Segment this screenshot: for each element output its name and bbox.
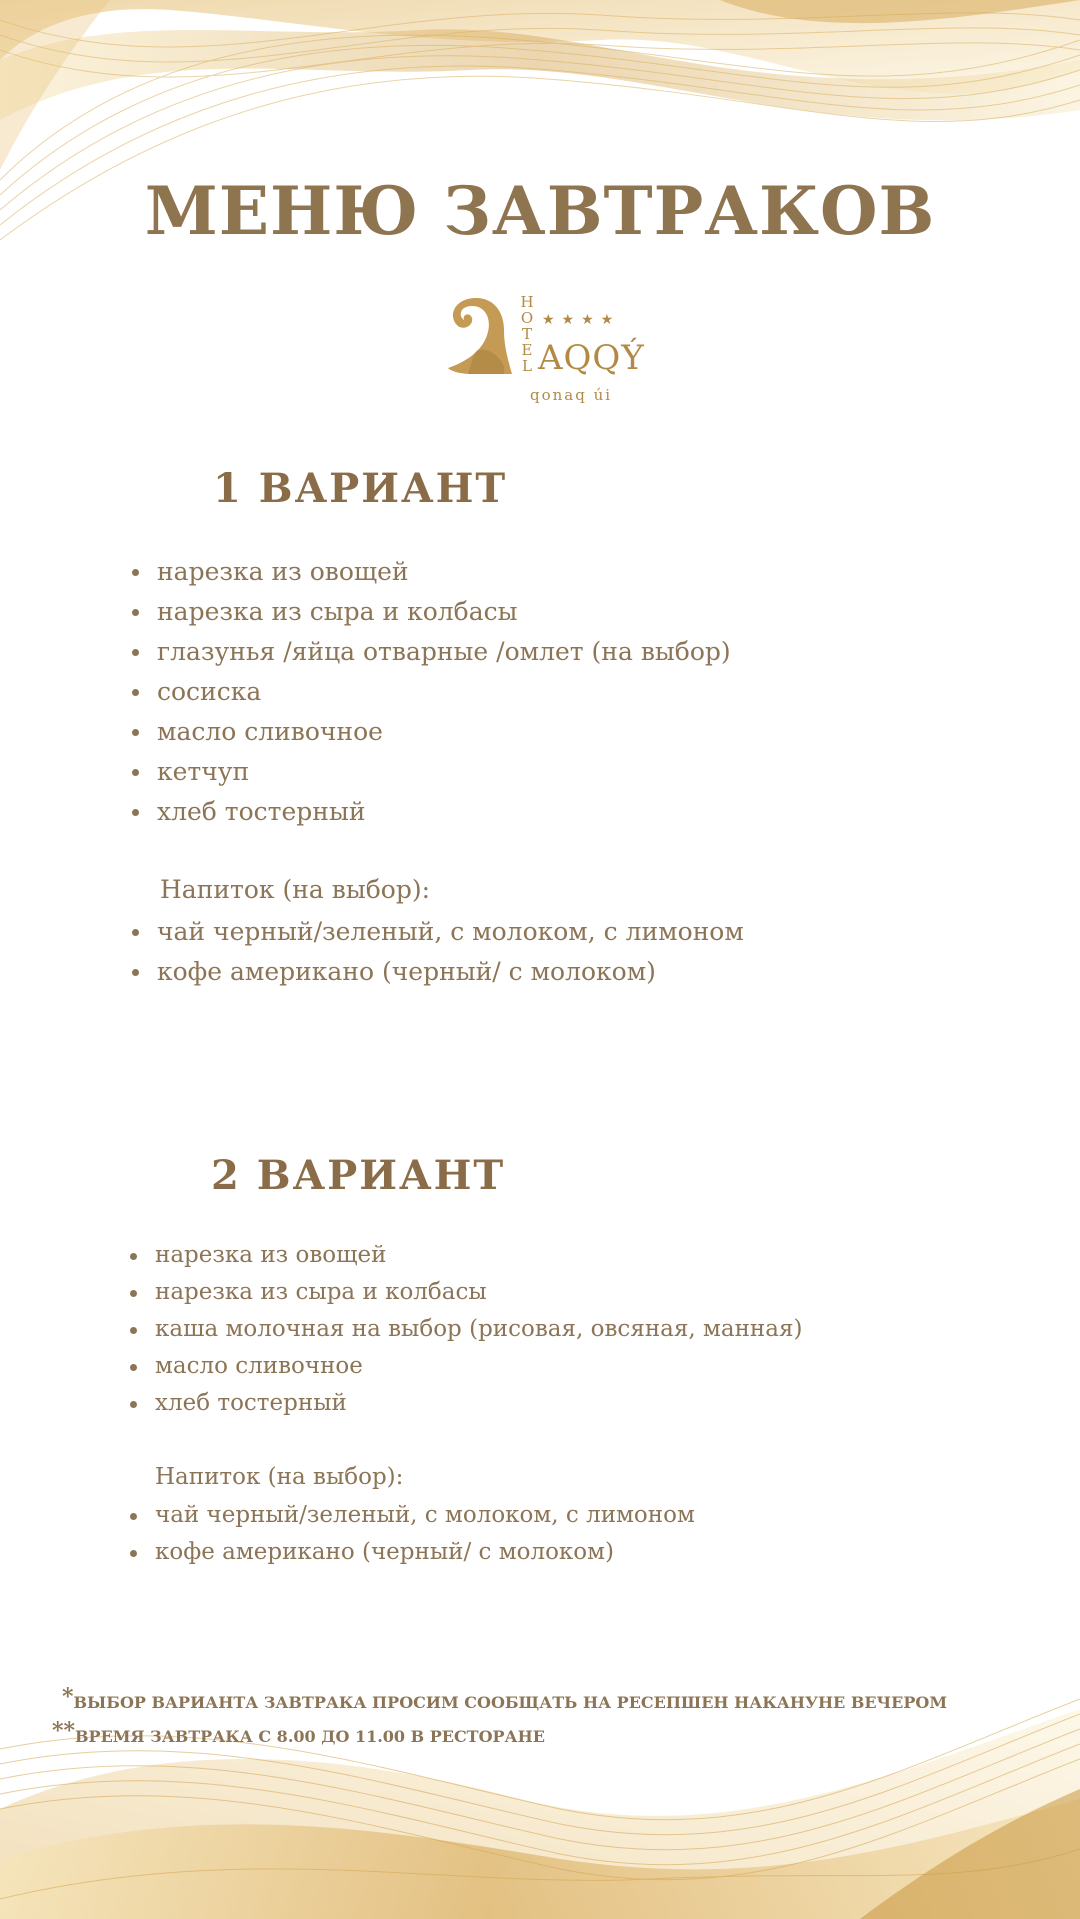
logo-hotel-text: H O T E L [520, 293, 534, 375]
list-item: нарезка из сыра и колбасы [130, 1274, 802, 1311]
list-item: каша молочная на выбор (рисовая, овсяная, манная) [130, 1311, 802, 1348]
variant-1-heading: 1 ВАРИАНТ [213, 465, 508, 512]
list-item: нарезка из сыра и колбасы [132, 592, 731, 632]
page-title: МЕНЮ ЗАВТРАКОВ [144, 172, 936, 250]
list-item: кофе американо (черный/ с молоком) [132, 952, 744, 992]
footnote-text: ВЫБОР ВАРИАНТА ЗАВТРАКА ПРОСИМ СООБЩАТЬ НА РЕСЕПШЕН НАКАНУНЕ ВЕЧЕРОМ [73, 1693, 948, 1712]
footnote-breakfast-choice [62, 1684, 947, 1712]
footnote-marker: * [62, 1684, 74, 1710]
list-item: кетчуп [132, 752, 731, 792]
list-item: масло сливочное [132, 712, 731, 752]
swan-logo-icon [438, 290, 518, 386]
hotel-logo [438, 290, 648, 410]
list-item: глазунья /яйца отварные /омлет (на выбор) [132, 632, 731, 672]
list-item: нарезка из овощей [132, 552, 731, 592]
list-item: масло сливочное [130, 1348, 802, 1385]
list-item: хлеб тостерный [130, 1385, 802, 1422]
footnote-text: ВРЕМЯ ЗАВТРАКА С 8.00 ДО 11.00 В РЕСТОРАНЕ [75, 1727, 545, 1746]
variant-1-drinks-list [132, 912, 744, 992]
footnote-marker: ** [52, 1718, 76, 1744]
list-item: чай черный/зеленый, с молоком, с лимоном [132, 912, 744, 952]
variant-1-food-list [132, 552, 731, 832]
variant-2-heading: 2 ВАРИАНТ [211, 1152, 506, 1199]
logo-brand-name: AQQÝ [538, 338, 645, 378]
list-item: хлеб тостерный [132, 792, 731, 832]
logo-subtitle: qonaq úi [530, 386, 613, 404]
list-item: кофе американо (черный/ с молоком) [130, 1534, 695, 1571]
gold-wave-decoration-top [0, 0, 1080, 300]
variant-2-drinks-list [130, 1497, 695, 1571]
list-item: нарезка из овощей [130, 1237, 802, 1274]
variant-1-drinks-label: Напиток (на выбор): [160, 875, 431, 904]
list-item: чай черный/зеленый, с молоком, с лимоном [130, 1497, 695, 1534]
logo-stars: ★★★★ [542, 312, 621, 328]
variant-2-drinks-label: Напиток (на выбор): [155, 1464, 404, 1490]
footnote-breakfast-time [52, 1718, 545, 1746]
variant-2-food-list [130, 1237, 802, 1422]
list-item: сосиска [132, 672, 731, 712]
